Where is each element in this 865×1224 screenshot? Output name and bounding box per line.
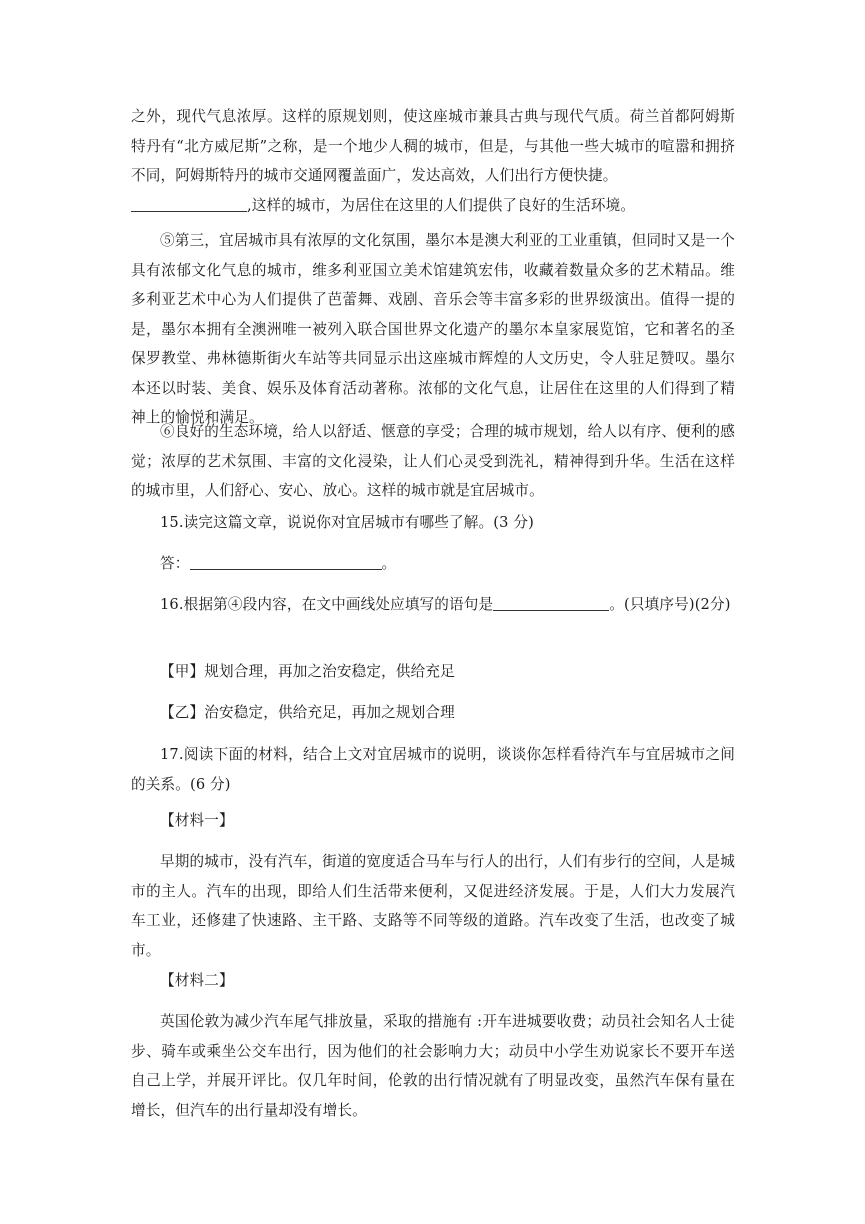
answer-prefix: 答： — [160, 555, 190, 572]
fill-in-blank[interactable] — [131, 195, 247, 212]
answer-suffix: 。 — [381, 555, 397, 572]
material-2-heading: 【材料二】 — [160, 972, 234, 989]
material-1-text: 早期的城市，没有汽车，街道的宽度适合马车与行人的出行，人们有步行的空间，人是城市的主人。汽车的出现，即给人们生活带来便利，又促进经济发展。于是，人们大力发展汽车工业，还修建了快速路、主干路、支路等不同等级的道路。汽车改变了生活，也改变了城市。 — [131, 853, 736, 959]
question-16-text: 16.根据第④段内容，在文中画线处应填写的语句是 — [160, 596, 494, 613]
material-1-heading: 【材料一】 — [160, 812, 234, 829]
paragraph-5-text: ⑤第三，宜居城市具有浓厚的文化氛围，墨尔本是澳大利亚的工业重镇，但同时又是一个具有浓郁文化气息的城市，维多利亚国立美术馆建筑宏伟，收藏着数量众多的艺术精品。维多利亚艺术中心为人们提供了芭蕾舞、戏剧、音乐会等丰富多彩的世界级演出。值得一提的是，墨尔本拥有全澳洲唯一被列入联合国世界文化遗产的墨尔本皇家展览馆，它和著名的圣保罗教堂、弗林德斯街火车站等共同显示出这座城市辉煌的人文历史，令人驻足赞叹。墨尔本还以时装、美食、娱乐及体育活动著称。浓郁的文化气息，让居住在这里的人们得到了精神上的愉悦和满足。 — [131, 232, 736, 426]
question-16-option-a — [131, 657, 735, 687]
material-2 — [131, 1007, 735, 1125]
answer-blank-16[interactable] — [493, 594, 609, 611]
paragraph-5 — [131, 226, 735, 433]
question-16-text-after: 。(只填序号)(2分) — [609, 596, 731, 613]
intro-text-continued: ,这样的城市，为居住在这里的人们提供了良好的生活环境。 — [247, 196, 636, 214]
option-b-text: 【乙】治安稳定，供给充足，再加之规划合理 — [160, 704, 455, 721]
intro-text-blank-line — [131, 191, 735, 221]
question-15 — [131, 508, 735, 538]
question-16-option-b — [131, 698, 735, 728]
material-2-title — [131, 966, 735, 996]
option-a-text: 【甲】规划合理，再加之治安稳定，供给充足 — [160, 663, 455, 680]
intro-text: 之外，现代气息浓厚。这样的原规划则，使这座城市兼具古典与现代气质。荷兰首都阿姆斯特丹有“北方威尼斯”之称，是一个地少人稠的城市，但是，与其他一些大城市的喧嚣和拥挤不同，阿姆斯特丹的城市交通网覆盖面广，发达高效，人们出行方便快捷。 — [131, 108, 735, 184]
material-1-title — [131, 806, 735, 836]
question-17 — [131, 740, 735, 799]
question-16 — [131, 590, 735, 620]
answer-blank-15[interactable] — [190, 553, 382, 570]
intro-paragraph — [131, 102, 735, 220]
material-1 — [131, 847, 735, 965]
paragraph-6 — [131, 417, 735, 506]
material-2-text: 英国伦敦为减少汽车尾气排放量，采取的措施有 :开车进城要收费；动员社会知名人士徒步、骑车或乘坐公交车出行，因为他们的社会影响力大；动员中小学生劝说家长不要开车送自己上学，并展开评比。仅几年时间，伦敦的出行情况就有了明显改变，虽然汽车保有量在增长，但汽车的出行量却没有增长。 — [131, 1013, 735, 1119]
question-17-text: 17.阅读下面的材料，结合上文对宜居城市的说明，谈谈你怎样看待汽车与宜居城市之间的关系。(6 分) — [131, 746, 735, 793]
paragraph-6-text: ⑥良好的生态环境，给人以舒适、惬意的享受；合理的城市规划，给人以有序、便利的感觉；浓厚的艺术氛围、丰富的文化浸染，让人们心灵受到洗礼，精神得到升华。生活在这样的城市里，人们舒心、安心、放心。这样的城市就是宜居城市。 — [131, 423, 736, 499]
question-15-text: 15.读完这篇文章，说说你对宜居城市有哪些了解。(3 分) — [160, 514, 534, 531]
question-15-answer — [131, 549, 735, 579]
